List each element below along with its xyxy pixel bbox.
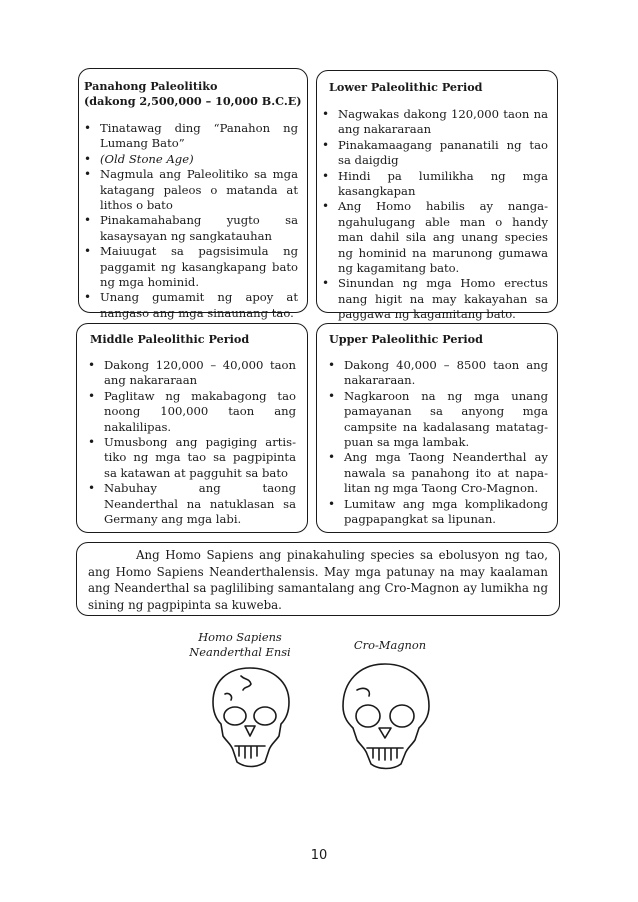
caption-neanderthal-line2: Neanderthal Ensi [189, 645, 291, 659]
list-item: • (Old Stone Age) [84, 152, 298, 167]
list-item: • Nagmula ang Paleolitiko sa mga katagang paleos o matanda at lithos o bato [84, 167, 298, 213]
caption-cro-magnon: Cro-Magnon [353, 638, 427, 652]
box4-title: Upper Paleolithic Period [329, 332, 483, 346]
list-item: • Tinatawag ding “Panahon ng Lumang Bato” [84, 121, 298, 152]
caption-neanderthal-line1: Homo Sapiens [198, 630, 282, 644]
list-item: • Pinakamahabang yugto sa kasaysayan ng sangkatauhan [84, 213, 298, 244]
list-item: • Maiuugat sa pagsisimula ng paggamit ng kasangkapang bato ng mga hominid. [84, 244, 298, 290]
list-item: • Nagwakas dakong 120,000 taon na ang nakararaan [322, 107, 548, 138]
list-item: • Dakong 40,000 – 8500 taon ang nakararaan. [328, 358, 548, 389]
box4-list [328, 358, 548, 527]
list-item: • Nagkaroon na ng mga unang pamayanan sa anyong mga campsite na kadalasang matatag-puan sa mga lambak. [328, 389, 548, 451]
cro-magnon-skull-illustration [335, 660, 435, 775]
list-item: • Ang Homo habilis ay nanga-ngahulugang able man o handy man dahil sila ang unang species ng hominid na marunong gumawa ng kagamitang bato. [322, 199, 548, 276]
list-item: • Sinundan ng mga Homo erectus nang higit na may kakayahan sa paggawa ng kagamitang bato. [322, 276, 548, 322]
list-item: • Paglitaw ng makabagong tao noong 100,000 taon ang nakalilipas. [88, 389, 296, 435]
list-item: • Dakong 120,000 – 40,000 taon ang nakararaan [88, 358, 296, 389]
list-item: • Pinakamaagang pananatili ng tao sa daigdig [322, 138, 548, 169]
list-item: • Ang mga Taong Neanderthal ay nawala sa panahong ito at napa-litan ng mga Taong Cro-Magnon. [328, 450, 548, 496]
caption-neanderthal [180, 630, 300, 660]
box3-list [88, 358, 296, 527]
box3-title: Middle Paleolithic Period [90, 332, 250, 346]
page-number: 10 [310, 848, 328, 863]
list-item: • Umusbong ang pagiging artis-tiko ng mga tao sa pagpipinta sa katawan at pagguhit sa bato [88, 435, 296, 481]
box2-list [322, 107, 548, 323]
list-item: • Nabuhay ang taong Neanderthal na natuklasan sa Germany ang mga labi. [88, 481, 296, 527]
list-item: • Hindi pa lumilikha ng mga kasangkapan [322, 169, 548, 200]
neanderthal-skull-illustration [205, 664, 295, 774]
box1-title: Panahong Paleolitiko [84, 79, 218, 93]
list-item: • Unang gumamit ng apoy at nangaso ang mga sinaunang tao. [84, 290, 298, 321]
box2-title: Lower Paleolithic Period [329, 80, 483, 94]
box1-subtitle: (dakong 2,500,000 – 10,000 B.C.E) [84, 94, 302, 108]
box1-list [84, 121, 298, 321]
summary-paragraph: Ang Homo Sapiens ang pinakahuling species sa ebolusyon ng tao, ang Homo Sapiens Neanderthalensis. May mga patunay na may kaalaman ang Neanderthal sa paglilibing samantalang ang Cro-Magnon ay lumikha ng sining ng pagpipinta sa kuweba. [88, 548, 548, 612]
list-item: • Lumitaw ang mga komplikadong pagpapangkat sa lipunan. [328, 497, 548, 528]
